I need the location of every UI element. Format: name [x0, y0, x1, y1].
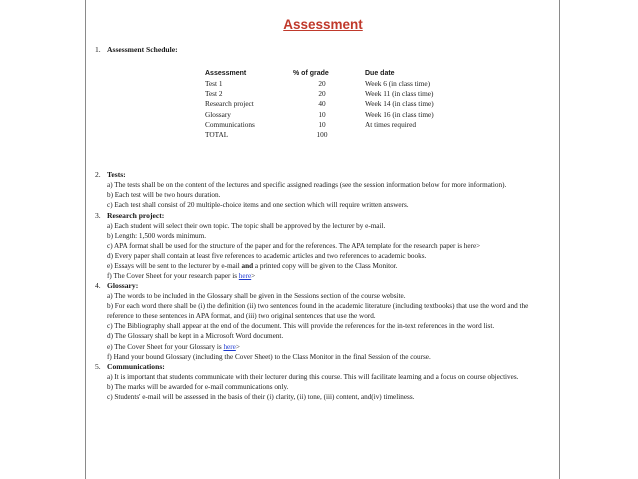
- list-item: a) The tests shall be on the content of the lectures and specific assigned readings (see the session information below for more information).: [107, 181, 507, 190]
- table-cell: Glossary: [205, 109, 231, 119]
- table-cell: Test 1: [205, 79, 223, 88]
- list-item: b) Each test will be two hours duration.: [107, 191, 221, 200]
- section-tests: [95, 170, 551, 210]
- table-row-total: [205, 130, 475, 140]
- list-item: c) APA format shall be used for the structure of the paper and for the references. The APA template for the research paper is here>: [107, 241, 481, 250]
- section-communications: [95, 362, 551, 402]
- glossary-cover-sheet-link[interactable]: here: [223, 342, 236, 351]
- table-row: [205, 79, 475, 89]
- table-cell: 100: [316, 130, 328, 140]
- list-item: d) The Glossary shall be kept in a Microsoft Word document.: [107, 332, 284, 341]
- table-cell: Week 6 (in class time): [365, 79, 431, 88]
- cover-sheet-link[interactable]: here: [238, 271, 252, 280]
- table-cell: 10: [318, 119, 326, 129]
- section-research-project: [95, 211, 551, 282]
- column-header: Due date: [365, 70, 395, 77]
- section-heading: 5. Communications:: [95, 361, 165, 371]
- table-cell: 20: [318, 89, 326, 99]
- document-page: [95, 17, 551, 402]
- table-cell: Week 11 (in class time): [365, 89, 434, 99]
- section-items: [107, 291, 551, 362]
- table-row: [205, 120, 475, 130]
- table-cell: 40: [318, 99, 326, 109]
- list-item: a) It is important that students communicate with their lecturer during this course. This will facilitate learning and a focus on course objectives.: [107, 372, 519, 381]
- list-item: f) Hand your bound Glossary (including the Cover Sheet) to the Class Monitor in the final Session of the course.: [107, 352, 431, 361]
- column-header: Assessment: [205, 70, 247, 77]
- table-row: [205, 89, 475, 99]
- list-item: b) For each word there shall be (i) the definition (ii) two sentences found in the academic literature (including textbooks) that use the word and the reference to these sentences in APA format, and (iii) two original sentences that use the word.: [107, 302, 529, 321]
- list-item: b) The marks will be awarded for e-mail communications only.: [107, 382, 289, 391]
- section-items: [107, 221, 551, 282]
- section-heading: 3. Research project:: [95, 210, 165, 220]
- page-title: Assessment: [283, 17, 363, 32]
- list-item: c) The Bibliography shall appear at the end of the document. This will provide the references for the in-text references in the word list.: [107, 322, 495, 331]
- section-heading: 2. Tests:: [95, 170, 126, 180]
- list-item: b) Length: 1,500 words minimum.: [107, 231, 207, 240]
- table-cell: Test 2: [205, 89, 223, 99]
- assessment-schedule-table: [205, 69, 475, 140]
- list-item: a) The words to be included in the Glossary shall be given in the Sessions section of the course website.: [107, 292, 406, 301]
- section-glossary: [95, 281, 551, 362]
- list-item: c) Students' e-mail will be assessed in the basis of their (i) clarity, (ii) tone, (iii) content, and(iv) timeliness.: [107, 392, 415, 401]
- section-items: [107, 372, 551, 402]
- table-cell: TOTAL: [205, 130, 229, 140]
- list-item: d) Every paper shall contain at least five references to academic articles and two references to academic books.: [107, 251, 427, 260]
- list-item: e) The Cover Sheet for your Glossary is here>: [107, 342, 240, 351]
- table-cell: Research project: [205, 99, 254, 109]
- list-item: f) The Cover Sheet for your research paper is here>: [107, 271, 256, 280]
- table-cell: Communications: [205, 119, 255, 129]
- section-heading: 4. Glossary:: [95, 281, 139, 291]
- table-cell: 10: [318, 109, 326, 119]
- table-row: [205, 99, 475, 109]
- left-margin-rule: [85, 0, 86, 479]
- list-item: a) Each student will select their own topic. The topic shall be approved by the lecturer by e-mail.: [107, 221, 386, 230]
- assessment-sections: [95, 170, 551, 402]
- right-margin-rule: [559, 0, 560, 479]
- column-header: % of grade: [293, 70, 329, 77]
- table-cell: Week 16 (in class time): [365, 109, 434, 119]
- table-header-row: [205, 69, 475, 79]
- table-cell: [351, 130, 475, 140]
- list-item: c) Each test shall consist of 20 multiple-choice items and one section which will require written answers.: [107, 201, 409, 210]
- table-cell: Week 14 (in class time): [365, 99, 434, 109]
- table-row: [205, 110, 475, 120]
- table-cell: At times required: [365, 119, 417, 129]
- table-cell: 20: [318, 79, 326, 88]
- list-item: e) Essays will be sent to the lecturer by e-mail and a printed copy will be given to the Class Monitor.: [107, 261, 398, 270]
- section-items: [107, 180, 551, 210]
- section-heading-schedule: 1. Assessment Schedule:: [95, 45, 178, 54]
